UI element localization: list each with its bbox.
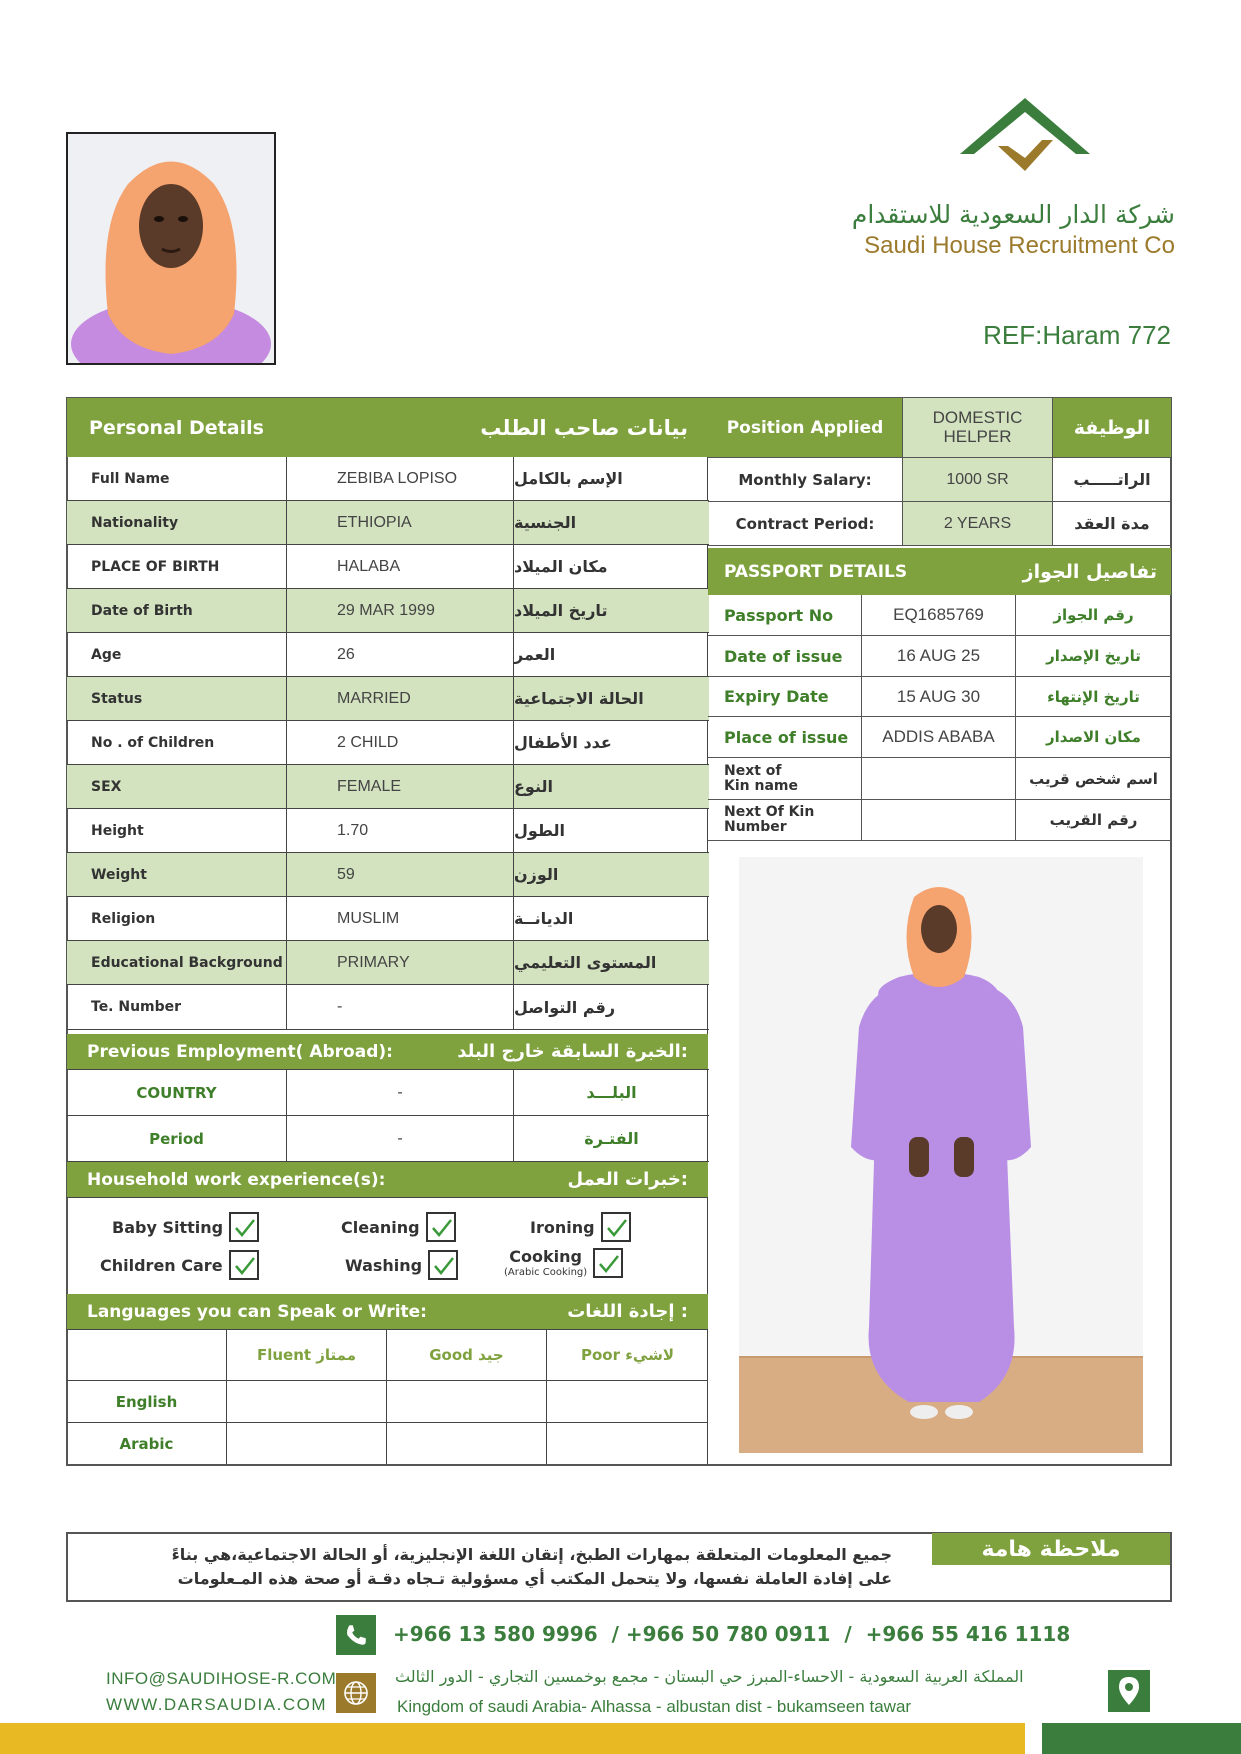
row-value: ZEBIBA LOPISO (287, 457, 514, 500)
table-row (708, 758, 1171, 800)
country-value: - (287, 1070, 514, 1115)
languages-table (67, 1329, 708, 1464)
expiry-date-value: 15 AUG 30 (862, 677, 1016, 716)
previous-employment-table (67, 1069, 708, 1162)
salary-label-ar: الراتـــــب (1073, 470, 1151, 489)
row-label-en: Date of Birth (67, 589, 287, 632)
phone-numbers[interactable]: +966 13 580 9996 / +966 50 780 0911 / +966 55 416 1118 (393, 1622, 1071, 1646)
personal-details-table (67, 457, 708, 1034)
issue-date-label-ar: تاريخ الإصدار (1046, 647, 1141, 665)
table-row (67, 1116, 709, 1162)
kin-name-label: Next of Kin name (708, 758, 862, 799)
passport-title-en: PASSPORT DETAILS (724, 561, 908, 582)
household-skills (67, 1197, 708, 1295)
row-label-ar: الديانــة (514, 909, 574, 928)
previous-employment-title-en: Previous Employment( Abroad): (87, 1041, 393, 1062)
row-label-ar: مكان الميلاد (514, 557, 608, 576)
skill-cleaning (341, 1212, 456, 1242)
kin-name-label-ar: اسم شخص قريب (1029, 769, 1158, 788)
row-label-en: Height (67, 809, 287, 852)
row-label-en: Te. Number (67, 985, 287, 1029)
row-value: 29 MAR 1999 (287, 589, 514, 632)
row-label-ar: النوع (514, 777, 553, 796)
row-label-en: Religion (67, 897, 287, 940)
expiry-date-label: Expiry Date (708, 677, 862, 716)
table-row (708, 636, 1171, 677)
contract-row (708, 502, 1171, 546)
row-label-en: Weight (67, 853, 287, 896)
household-title-en: Household work experience(s): (87, 1169, 386, 1190)
location-pin-icon (1108, 1670, 1150, 1712)
issue-date-label: Date of issue (708, 636, 862, 676)
footer-gold-bar (0, 1723, 1025, 1754)
table-row (67, 897, 709, 941)
languages-header (67, 1294, 708, 1329)
checkbox-checked-icon (593, 1248, 623, 1278)
table-row (67, 765, 709, 809)
salary-label: Monthly Salary: (708, 458, 903, 501)
skill-label: Cooking (509, 1246, 582, 1266)
language-arabic: Arabic (67, 1423, 227, 1464)
table-row (67, 501, 709, 545)
checkbox-checked-icon (229, 1250, 259, 1280)
row-label-en: No . of Children (67, 721, 287, 764)
row-label-ar: الوزن (514, 865, 559, 884)
table-row (67, 633, 709, 677)
table-row (67, 1381, 708, 1423)
passport-no-label-ar: رقم الجواز (1053, 606, 1134, 624)
row-label-ar: عدد الأطفال (514, 733, 612, 752)
row-label-en: SEX (67, 765, 287, 808)
important-note-title: ملاحظة هامة (932, 1533, 1170, 1565)
row-label-ar: المستوى التعليمي (514, 953, 657, 972)
skill-baby-sitting (112, 1212, 259, 1242)
row-label-en: Status (67, 677, 287, 720)
table-row (67, 1069, 709, 1116)
globe-icon (336, 1673, 376, 1713)
table-row (708, 677, 1171, 717)
passport-table (708, 595, 1171, 841)
row-label-ar: رقم التواصل (514, 997, 616, 1017)
address-english: Kingdom of saudi Arabia- Alhassa - albustan dist - bukamseen tawar (397, 1697, 912, 1716)
table-row (67, 721, 709, 765)
row-value: MUSLIM (287, 897, 514, 940)
country-label: COUNTRY (67, 1070, 287, 1115)
previous-employment-title-ar: الخبرة السابقة خارج البلد: (457, 1041, 688, 1062)
salary-row (708, 457, 1171, 502)
previous-employment-header (67, 1034, 708, 1069)
applicant-full-body-photo (739, 857, 1143, 1453)
country-label-ar: البلـــد (586, 1083, 637, 1102)
row-label-ar: الطول (514, 821, 565, 840)
company-name-english: Saudi House Recruitment Co (864, 232, 1175, 259)
languages-title-en: Languages you can Speak or Write: (87, 1301, 427, 1322)
company-name-arabic: شركة الدار السعودية للاستقدام (851, 200, 1175, 229)
salary-value: 1000 SR (903, 458, 1053, 501)
column-fluent: Fluent ممتاز (227, 1330, 387, 1380)
applicant-portrait-photo (66, 132, 276, 365)
position-label-text: Position Applied (726, 417, 884, 438)
row-label-en: Age (67, 633, 287, 676)
personal-details-title-ar: بيانات صاحب الطلب (480, 415, 688, 440)
row-value: FEMALE (287, 765, 514, 808)
website-link[interactable]: WWW.DARSAUDIA.COM (106, 1695, 327, 1714)
languages-title-ar: إجادة اللغات : (567, 1301, 688, 1322)
row-value: 2 CHILD (287, 721, 514, 764)
company-logo (950, 96, 1100, 186)
passport-no-label: Passport No (708, 595, 862, 635)
email-link[interactable]: INFO@SAUDIHOSE-R.COM (106, 1669, 337, 1688)
row-value: - (287, 985, 514, 1029)
table-row (67, 941, 709, 985)
skill-label: Children Care (100, 1255, 223, 1275)
row-value: ETHIOPIA (287, 501, 514, 544)
personal-details-header (67, 398, 708, 457)
row-label-en: PLACE OF BIRTH (67, 545, 287, 588)
checkbox-checked-icon (428, 1250, 458, 1280)
footer-green-bar (1042, 1723, 1241, 1754)
passport-details-header (708, 548, 1171, 595)
row-value: MARRIED (287, 677, 514, 720)
contract-label-ar: مدة العقد (1074, 514, 1150, 533)
row-value: 1.70 (287, 809, 514, 852)
skill-cooking (504, 1248, 623, 1278)
table-row (67, 985, 709, 1030)
passport-title-ar: تفاصيل الجواز (1022, 560, 1157, 583)
languages-header-row (67, 1329, 708, 1381)
row-label-en: Educational Background (67, 941, 287, 984)
table-row (67, 853, 709, 897)
table-row (67, 457, 709, 501)
skill-label: Cleaning (341, 1217, 420, 1237)
language-english: English (67, 1381, 227, 1422)
period-value: - (287, 1116, 514, 1161)
checkbox-checked-icon (229, 1212, 259, 1242)
column-good: Good جيد (387, 1330, 547, 1380)
issue-date-value: 16 AUG 25 (862, 636, 1016, 676)
row-value: PRIMARY (287, 941, 514, 984)
contract-value: 2 YEARS (903, 502, 1053, 545)
table-row (67, 589, 709, 633)
contract-label: Contract Period: (708, 502, 903, 545)
skill-label: Ironing (530, 1217, 595, 1237)
position-value-text: DOMESTIC HELPER (932, 407, 1023, 446)
table-row (708, 595, 1171, 636)
position-label-ar (1053, 398, 1171, 457)
skill-children-care (100, 1250, 259, 1280)
phone-icon (336, 1615, 376, 1655)
row-label-ar: تاريخ الميلاد (514, 601, 608, 620)
place-issue-label-ar: مكان الاصدار (1046, 728, 1141, 746)
row-label-en: Nationality (67, 501, 287, 544)
note-line-2: على إفادة العاملة نفسها، ولا يتحمل المكتب أي مسؤولية تـجاه دقـة أو صحة هذه المـعلومات (177, 1569, 892, 1588)
place-issue-label: Place of issue (708, 717, 862, 757)
skill-washing (345, 1250, 458, 1280)
important-note-text (80, 1543, 892, 1591)
passport-no-value: EQ1685769 (862, 595, 1016, 635)
address-arabic: المملكة العربية السعودية - الاحساء-المبرز حي البستان - مجمع بوخمسين التجاري - الدور الثالث (395, 1667, 1024, 1686)
kin-number-label-ar: رقم القريب (1049, 811, 1138, 829)
checkbox-checked-icon (426, 1212, 456, 1242)
household-title-ar: خبرات العمل: (567, 1169, 688, 1190)
row-label-ar: الحالة الاجتماعية (514, 689, 644, 708)
row-label-en: Full Name (67, 457, 287, 500)
period-label-ar: الفتـرة (584, 1129, 639, 1148)
row-value: 26 (287, 633, 514, 676)
position-applied-value (903, 398, 1053, 457)
table-row (67, 809, 709, 853)
row-label-ar: العمر (514, 645, 556, 664)
row-value: HALABA (287, 545, 514, 588)
personal-details-title-en: Personal Details (89, 416, 264, 439)
expiry-date-label-ar: تاريخ الإنتهاء (1047, 687, 1140, 706)
position-label-ar-text: الوظيفة (1073, 416, 1151, 439)
household-experience-header (67, 1162, 708, 1197)
reference-number: REF:Haram 772 (983, 320, 1171, 350)
table-row (67, 1423, 708, 1464)
place-issue-value: ADDIS ABABA (862, 717, 1016, 757)
row-value: 59 (287, 853, 514, 896)
checkbox-checked-icon (601, 1212, 631, 1242)
column-poor: Poor لاشيء (581, 1346, 674, 1364)
table-row (708, 717, 1171, 758)
kin-number-label: Next Of Kin Number (708, 800, 862, 840)
period-label: Period (67, 1116, 287, 1161)
note-line-1: جميع المعلومات المتعلقة بمهارات الطبخ، إتقان اللغة الإنجليزية، أو الحالة الاجتماعية،هي بناءً (171, 1545, 892, 1564)
skill-ironing (530, 1212, 631, 1242)
skill-label: Baby Sitting (112, 1217, 224, 1237)
table-row (708, 800, 1171, 841)
table-row (67, 545, 709, 589)
row-label-ar: الجنسية (514, 513, 577, 532)
skill-sublabel: (Arabic Cooking) (504, 1266, 588, 1278)
row-label-ar: الإسم بالكامل (514, 469, 623, 488)
position-applied-label (708, 398, 903, 457)
table-row (67, 677, 709, 721)
skill-label: Washing (345, 1255, 423, 1275)
